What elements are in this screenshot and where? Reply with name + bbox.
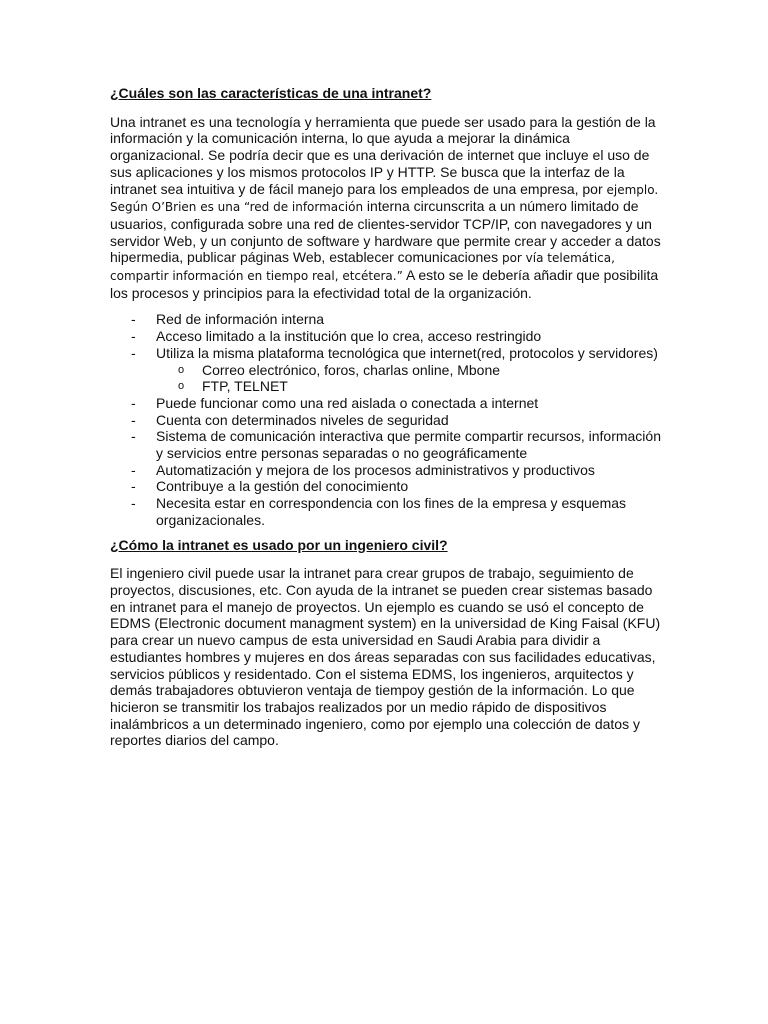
list-item-text: Puede funcionar como una red aislada o conectada a internet [156, 394, 539, 411]
document-page [110, 80, 662, 759]
dash-bullet: - [131, 328, 136, 345]
intro-text-part-2: ejemplo. Según O’Brien es una “red de información [110, 182, 659, 215]
civil-engineer-paragraph: El ingeniero civil puede usar la intranet para crear grupos de trabajo, seguimiento de proyectos, discusiones, etc. Con ayuda de la intranet se pueden crear sistemas basado en intranet para el manejo de proyectos. Un ejemplo es cuando se usó el concepto de EDMS (Electronic document managment system) en la universidad de King Faisal (KFU) para crear un nuevo campus de esta universidad en Saudi Arabia para dividir a estudiantes hombres y mujeres en dos áreas separadas con sus facilidades educativas, servicios públicos y residentado. Con el sistema EDMS, los ingenieros, arquitectos y demás trabajadores obtuvieron ventaja de tiempoy gestión de la información. Lo que hicieron se transmitir los trabajos realizados por un medio rápido de dispositivos inalámbricos a un determinado ingeniero, como por ejemplo una colección de datos y reportes diarios del campo. [110, 565, 661, 749]
list-item-text: Necesita estar en correspondencia con los fines de la empresa y esquemas organizacionales. [156, 495, 627, 528]
list-item-text: Automatización y mejora de los procesos administrativos y productivos [156, 461, 595, 478]
list-item-text: Red de información interna [156, 311, 325, 328]
sub-list [156, 362, 662, 395]
circle-bullet: o [178, 380, 185, 393]
characteristics-list [110, 311, 662, 528]
section-heading-characteristics: ¿Cuáles son las características de una intranet? [110, 85, 432, 101]
dash-bullet: - [131, 311, 136, 328]
intro-text-part-5: A esto se le debería añadir que posibilita los procesos y principios para la efectividad total de la organización. [110, 267, 659, 301]
list-item-text: Utiliza la misma plataforma tecnológica que internet(red, protocolos y servidores) [156, 344, 658, 361]
list-item [110, 495, 662, 528]
list-item-text: Cuenta con determinados niveles de seguridad [156, 411, 449, 428]
intro-text-part-4: por vía telemática, compartir información en tiempo real, etcétera.” [110, 251, 615, 284]
dash-bullet: - [131, 394, 136, 411]
sub-list-item-text: FTP, TELNET [202, 378, 288, 395]
list-item-text: Contribuye a la gestión del conocimiento [156, 478, 409, 495]
intro-text-part-3: interna circunscrita a un número limitado de usuarios, configurada sobre una red de clientes-servidor TCP/IP, con navegadores y un servidor Web, y un conjunto de software y hardware que permite crear y acceder a datos hipermedia, publicar páginas Web, establecer comunicaciones [110, 198, 661, 266]
list-item [110, 412, 662, 429]
dash-bullet: - [131, 428, 136, 445]
list-item [110, 311, 662, 328]
dash-bullet: - [131, 478, 136, 495]
sub-list-item-text: Correo electrónico, foros, charlas online, Mbone [202, 361, 501, 378]
circle-bullet: o [178, 363, 185, 376]
sub-list-item [156, 378, 662, 395]
intro-text-part-1: Una intranet es una tecnología y herramienta que puede ser usado para la gestión de la información y la comunicación interna, lo que ayuda a mejorar la dinámica organizacional. Se podría decir que es una derivación de internet que incluye el uso de sus aplicaciones y los mismos protocolos IP y HTTP. Se busca que la interfaz de la intranet sea intuitiva y de fácil manejo para los empleados de una empresa, por [110, 113, 656, 197]
dash-bullet: - [131, 461, 136, 478]
section-heading-civil-engineer: ¿Cómo la intranet es usado por un ingeniero civil? [110, 536, 448, 553]
list-item [110, 462, 662, 479]
list-item-text: Sistema de comunicación interactiva que permite compartir recursos, información y servicios entre personas separadas o no geográficamente [156, 428, 661, 462]
dash-bullet: - [131, 344, 136, 361]
list-item [110, 395, 662, 412]
dash-bullet: - [131, 495, 136, 512]
intro-paragraph [110, 114, 662, 302]
list-item [110, 345, 662, 395]
list-item [110, 428, 662, 461]
list-item-text: Acceso limitado a la institución que lo crea, acceso restringido [156, 328, 542, 345]
sub-list-item [156, 362, 662, 379]
dash-bullet: - [131, 411, 136, 428]
list-item [110, 328, 662, 345]
list-item [110, 478, 662, 495]
